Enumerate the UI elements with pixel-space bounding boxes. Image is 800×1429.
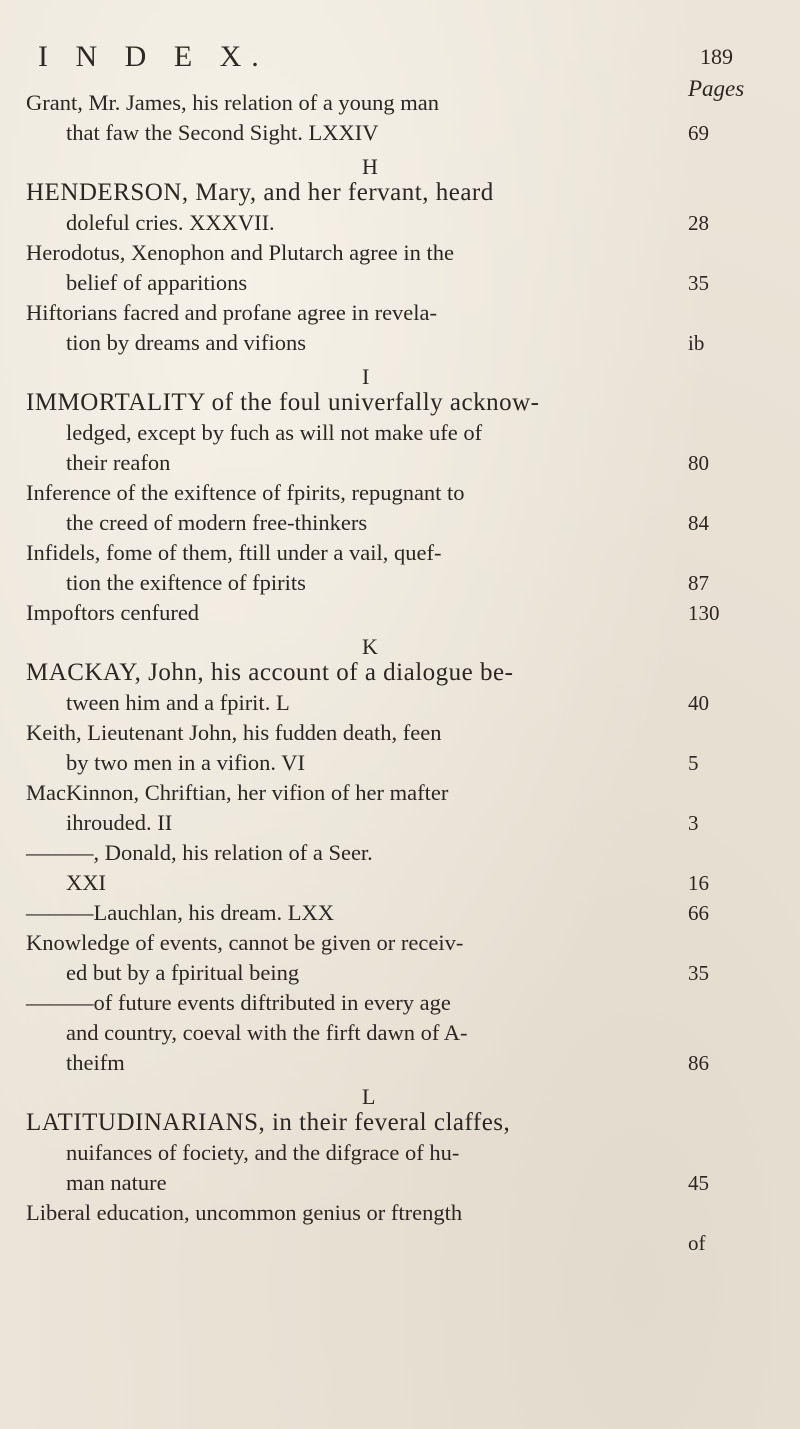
index-entry-line bbox=[26, 718, 776, 748]
section-letter bbox=[26, 1078, 776, 1108]
index-entry-line bbox=[26, 778, 776, 808]
entry-text: H bbox=[362, 154, 378, 179]
entry-text: nuifances of fociety, and the difgrace of hu- bbox=[66, 1140, 460, 1165]
index-list bbox=[26, 88, 776, 1258]
page-ref: 84 bbox=[688, 511, 709, 535]
index-entry-line bbox=[26, 958, 776, 988]
index-entry-line bbox=[26, 268, 776, 298]
index-entry-line bbox=[26, 748, 776, 778]
entry-text: Herodotus, Xenophon and Plutarch agree in the bbox=[26, 240, 455, 265]
page-header bbox=[0, 18, 800, 101]
page-ref: 16 bbox=[688, 871, 709, 895]
page-ref: 28 bbox=[688, 211, 709, 235]
page-ref: 35 bbox=[688, 961, 709, 985]
index-entry-line bbox=[26, 868, 776, 898]
page-ref: 40 bbox=[688, 691, 709, 715]
entry-text: MacKinnon, Chriftian, her vifion of her mafter bbox=[26, 780, 449, 805]
page-ref: 86 bbox=[688, 1051, 709, 1075]
entry-text: their reafon bbox=[66, 450, 171, 475]
index-entry-line bbox=[26, 88, 776, 118]
index-entry-line bbox=[26, 1168, 776, 1198]
entry-text: I bbox=[362, 364, 370, 389]
page-ref: 130 bbox=[688, 601, 720, 625]
index-entry-line bbox=[26, 298, 776, 328]
index-entry-line bbox=[26, 1198, 776, 1228]
entry-text: tween him and a fpirit. L bbox=[66, 690, 290, 715]
entry-text: ———, Donald, his relation of a Seer. bbox=[26, 840, 373, 865]
entry-text: by two men in a vifion. VI bbox=[66, 750, 305, 775]
index-entry-line bbox=[26, 928, 776, 958]
index-entry-line bbox=[26, 808, 776, 838]
section-letter bbox=[26, 628, 776, 658]
index-entry-line bbox=[26, 688, 776, 718]
entry-text: HENDERSON, Mary, and her fervant, heard bbox=[26, 179, 494, 206]
index-entry-line bbox=[26, 568, 776, 598]
index-entry-line bbox=[26, 238, 776, 268]
index-entry-line bbox=[26, 178, 776, 208]
page-ref: 80 bbox=[688, 451, 709, 475]
page-ref: 45 bbox=[688, 1171, 709, 1195]
running-head: I N D E X. bbox=[38, 40, 269, 73]
index-entry-line bbox=[26, 508, 776, 538]
page-ref: 87 bbox=[688, 571, 709, 595]
catchword-line bbox=[26, 1228, 776, 1258]
page-ref: ib bbox=[688, 331, 705, 355]
page-ref: 35 bbox=[688, 271, 709, 295]
entry-text: and country, coeval with the firft dawn of A- bbox=[66, 1020, 468, 1045]
entry-text: ———Lauchlan, his dream. LXX bbox=[26, 900, 335, 925]
index-entry-line bbox=[26, 208, 776, 238]
entry-text: that faw the Second Sight. LXXIV bbox=[66, 120, 379, 145]
index-entry-line bbox=[26, 448, 776, 478]
index-entry-line bbox=[26, 1048, 776, 1078]
index-entry-line bbox=[26, 538, 776, 568]
page-ref: 3 bbox=[688, 811, 699, 835]
catchword: of bbox=[688, 1231, 706, 1255]
section-letter bbox=[26, 358, 776, 388]
entry-text: Inference of the exiftence of fpirits, repugnant to bbox=[26, 480, 465, 505]
entry-text: tion by dreams and vifions bbox=[66, 330, 306, 355]
entry-text: theifm bbox=[66, 1050, 125, 1075]
entry-text: LATITUDINARIANS, in their feveral claffes, bbox=[26, 1109, 511, 1136]
entry-text: IMMORTALITY of the foul univerfally acknow- bbox=[26, 389, 540, 416]
entry-text: ed but by a fpiritual being bbox=[66, 960, 300, 985]
entry-text: ihrouded. II bbox=[66, 810, 173, 835]
index-entry-line bbox=[26, 988, 776, 1018]
entry-text: man nature bbox=[66, 1170, 167, 1195]
page-ref: 69 bbox=[688, 121, 709, 145]
page-ref: 66 bbox=[688, 901, 709, 925]
entry-text: Impoftors cenfured bbox=[26, 600, 200, 625]
index-entry-line bbox=[26, 418, 776, 448]
index-entry-line bbox=[26, 388, 776, 418]
page-ref: 5 bbox=[688, 751, 699, 775]
index-entry-line bbox=[26, 1108, 776, 1138]
entry-text: the creed of modern free-thinkers bbox=[66, 510, 368, 535]
entry-text: MACKAY, John, his account of a dialogue be- bbox=[26, 659, 514, 686]
index-entry-line bbox=[26, 118, 776, 148]
entry-text: belief of apparitions bbox=[66, 270, 248, 295]
entry-text: XXI bbox=[66, 870, 106, 895]
entry-text: Infidels, fome of them, ftill under a vail, quef- bbox=[26, 540, 442, 565]
index-entry-line bbox=[26, 328, 776, 358]
entry-text: Grant, Mr. James, his relation of a young man bbox=[26, 90, 440, 115]
index-entry-line bbox=[26, 838, 776, 868]
index-entry-line bbox=[26, 598, 776, 628]
entry-text: doleful cries. XXXVII. bbox=[66, 210, 275, 235]
index-entry-line bbox=[26, 658, 776, 688]
entry-text: Hiftorians facred and profane agree in revela- bbox=[26, 300, 438, 325]
entry-text: Keith, Lieutenant John, his fudden death, feen bbox=[26, 720, 442, 745]
entry-text: Liberal education, uncommon genius or ftrength bbox=[26, 1200, 463, 1225]
page-number: 189 bbox=[700, 44, 733, 69]
entry-text: L bbox=[362, 1084, 376, 1109]
section-letter bbox=[26, 148, 776, 178]
index-entry-line bbox=[26, 478, 776, 508]
entry-text: tion the exiftence of fpirits bbox=[66, 570, 306, 595]
index-entry-line bbox=[26, 898, 776, 928]
index-entry-line bbox=[26, 1018, 776, 1048]
entry-text: ledged, except by fuch as will not make ufe of bbox=[66, 420, 483, 445]
entry-text: K bbox=[362, 634, 378, 659]
entry-text: ———of future events diftributed in every age bbox=[26, 990, 451, 1015]
entry-text: Knowledge of events, cannot be given or receiv- bbox=[26, 930, 464, 955]
pages-column-label: Pages bbox=[688, 76, 745, 101]
index-entry-line bbox=[26, 1138, 776, 1168]
